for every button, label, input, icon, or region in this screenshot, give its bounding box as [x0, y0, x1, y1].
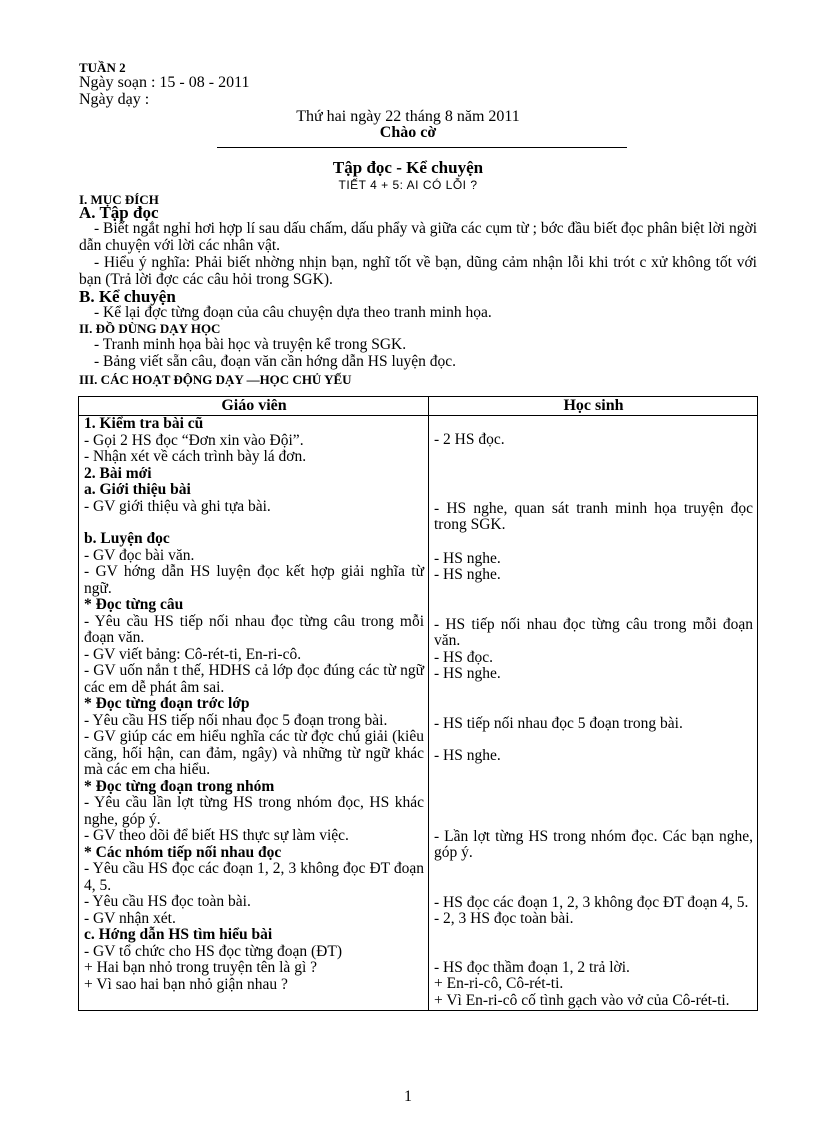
- t-r4-3: - GV uốn nắn t thế, HDHS cả lớp đọc đúng các từ ngữ các em dễ phát âm sai.: [84, 662, 424, 696]
- t-r3-1: - GV đọc bài văn.: [84, 546, 195, 564]
- t-r8-1: - GV tổ chức cho HS đọc từng đoạn (ĐT): [84, 942, 343, 960]
- teacher-column: [79, 416, 429, 1011]
- objective-a-item-1: - Biết ngắt nghỉ hơi hợp lí sau dấu chấm, dấu phẩy và giữa các cụm từ ; bớc đầu biết đọc phân biệt lời ngời dẫn chuyện với lời các nhân vật.: [79, 220, 757, 254]
- teacher-column-header: Giáo viên: [79, 397, 429, 416]
- s-r2-1: - HS nghe, quan sát tranh minh họa truyện đọc trong SGK.: [434, 499, 753, 533]
- week-label: TUẦN 2: [79, 60, 126, 75]
- s-r3-2: - HS nghe.: [434, 566, 501, 583]
- s-r4-1: - HS tiếp nối nhau đọc từng câu trong mỗi đoạn văn.: [434, 615, 753, 649]
- t-r3-2: - GV hớng dẫn HS luyện đọc kết hợp giải nghĩa từ ngữ.: [84, 563, 424, 597]
- table-row-content: [79, 416, 758, 1011]
- s-r6-1: - Lần lợt từng HS trong nhóm đọc. Các bạn nghe, góp ý.: [434, 827, 753, 861]
- header-divider: [217, 147, 627, 148]
- s-r5-2: - HS nghe.: [434, 747, 501, 764]
- t-r8-title: c. Hớng dẫn HS tìm hiểu bài: [84, 926, 273, 943]
- s-r8-3: + Vì En-ri-cô cố tình gạch vào vở của Cô-rét-ti.: [434, 991, 730, 1009]
- material-item-2: - Bảng viết sẵn câu, đoạn văn cần hớng dẫn HS luyện đọc.: [94, 353, 457, 370]
- t-r6-title: * Đọc từng đoạn trong nhóm: [84, 777, 275, 795]
- t-r7-3: - GV nhận xét.: [84, 909, 176, 927]
- s-r5-1: - HS tiếp nối nhau đọc 5 đoạn trong bài.: [434, 714, 683, 732]
- assembly-title: Chào cờ: [379, 124, 437, 141]
- subject-title: Tập đọc - Kể chuyện: [332, 158, 484, 177]
- day-line: Thứ hai ngày 22 tháng 8 năm 2011: [296, 108, 520, 125]
- t-r5-1: - Yêu cầu HS tiếp nối nhau đọc 5 đoạn trong bài.: [84, 711, 388, 729]
- section-a-title: A. Tập đọc: [79, 203, 159, 222]
- activities-heading: III. CÁC HOẠT ĐỘNG DẠY —HỌC CHỦ YẾU: [79, 372, 352, 387]
- lesson-plan-table: [78, 396, 758, 1011]
- objective-a-item-2: - Hiểu ý nghĩa: Phải biết nhờng nhịn bạn, nghĩ tốt về bạn, dũng cảm nhận lỗi khi trót c xử không tốt với bạn (Trả lời đợc các câu hỏi trong SGK).: [79, 254, 757, 288]
- t-r1-2: - Nhận xét về cách trình bày lá đơn.: [84, 448, 307, 465]
- t-r4-title: * Đọc từng câu: [84, 596, 184, 613]
- student-column: [429, 416, 758, 1011]
- t-r7-2: - Yêu cầu HS đọc toàn bài.: [84, 893, 251, 910]
- t-r7-title: * Các nhóm tiếp nối nhau đọc: [84, 843, 282, 861]
- s-r1-1: - 2 HS đọc.: [434, 431, 505, 448]
- t-r3-title: b. Luyện đọc: [84, 530, 170, 547]
- t-r2-1: - GV giới thiệu và ghi tựa bài.: [84, 497, 271, 515]
- objectives-heading: I. MỤC ĐÍCH: [79, 192, 159, 207]
- t-r4-2: - GV viết bảng: Cô-rét-ti, En-ri-cô.: [84, 645, 302, 663]
- materials-heading: II. ĐỒ DÙNG DẠY HỌC: [79, 321, 221, 336]
- table-header-row: [79, 397, 758, 416]
- t-r6-2: - GV theo dõi để biết HS thực sự làm việc.: [84, 827, 349, 844]
- t-r6-1: - Yêu cầu lần lợt từng HS trong nhóm đọc, HS khác nghe, góp ý.: [84, 794, 424, 828]
- t-r1-1: - Gọi 2 HS đọc “Đơn xin vào Đội”.: [84, 431, 304, 449]
- s-r7-1: - HS đọc các đoạn 1, 2, 3 không đọc ĐT đoạn 4, 5.: [434, 893, 749, 911]
- student-column-header: Học sinh: [429, 397, 758, 416]
- s-r4-3: - HS nghe.: [434, 665, 501, 682]
- material-item-1: - Tranh minh họa bài học và truyện kể trong SGK.: [94, 336, 407, 353]
- s-r8-1: - HS đọc thầm đoạn 1, 2 trả lời.: [434, 958, 630, 976]
- s-r3-1: - HS nghe.: [434, 549, 501, 567]
- s-r4-2: - HS đọc.: [434, 648, 493, 666]
- t-r5-2: - GV giúp các em hiểu nghĩa các từ đợc chú giải (kiêu căng, hối hận, can đảm, ngây) và những từ ngữ khác mà các em cha hiểu.: [84, 728, 424, 778]
- objective-b-item-1: - Kể lại đợc từng đoạn của câu chuyện dựa theo tranh minh họa.: [94, 304, 492, 321]
- lesson-title: TIẾT 4 + 5: AI CÓ LỖI ?: [338, 178, 478, 192]
- t-r8-2: + Hai bạn nhỏ trong truyện tên là gì ?: [84, 959, 317, 976]
- prep-date: Ngày soạn : 15 - 08 - 2011: [79, 74, 250, 91]
- t-r7-1: - Yêu cầu HS đọc các đoạn 1, 2, 3 không đọc ĐT đoạn 4, 5.: [84, 860, 424, 894]
- page-number: 1: [404, 1088, 412, 1105]
- t-r2-sub: a. Giới thiệu bài: [84, 481, 191, 498]
- t-r4-1: - Yêu cầu HS tiếp nối nhau đọc từng câu trong mỗi đoạn văn.: [84, 612, 424, 646]
- t-r2-title: 2. Bài mới: [84, 464, 152, 482]
- t-r5-title: * Đọc từng đoạn trớc lớp: [84, 695, 250, 712]
- t-r1-title: 1. Kiểm tra bài cũ: [84, 415, 204, 432]
- section-b-title: B. Kể chuyện: [79, 287, 176, 306]
- teach-date: Ngày dạy :: [79, 91, 150, 108]
- s-r8-2: + En-ri-cô, Cô-rét-ti.: [434, 975, 564, 992]
- t-r8-3: + Vì sao hai bạn nhỏ giận nhau ?: [84, 975, 288, 993]
- s-r7-2: - 2, 3 HS đọc toàn bài.: [434, 910, 574, 927]
